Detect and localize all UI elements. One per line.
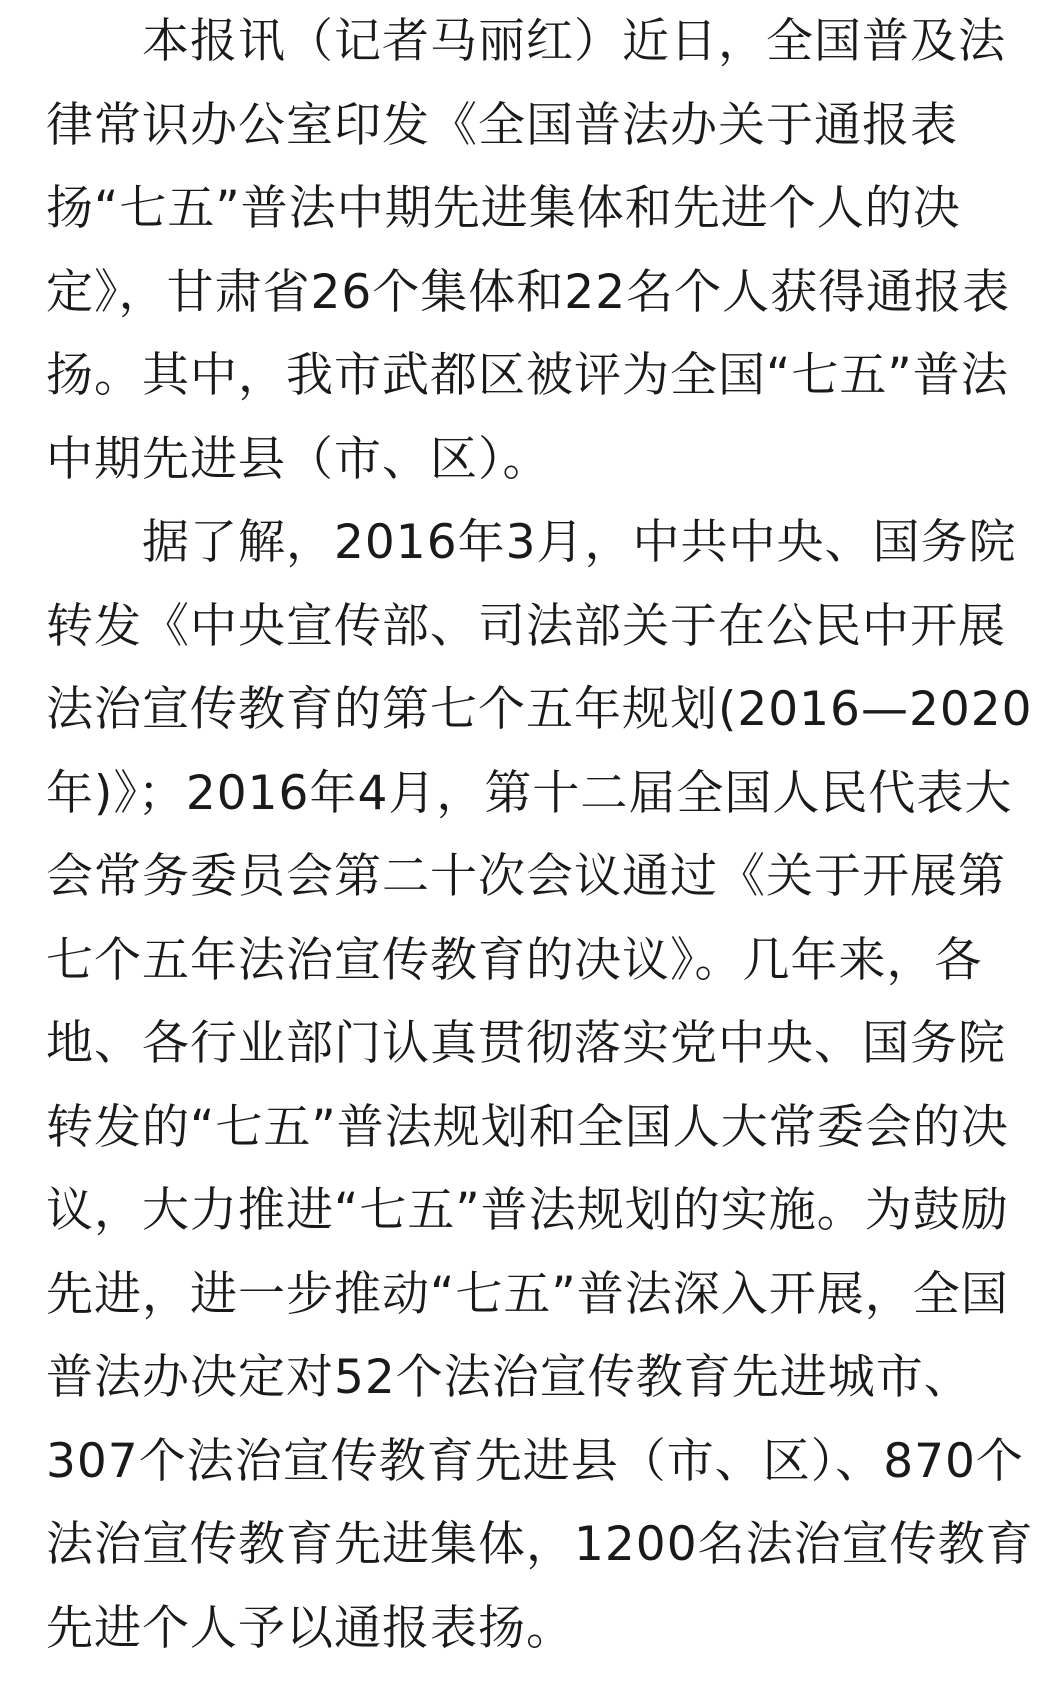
text-line: 会常务委员会第二十次会议通过《关于开展第 xyxy=(46,849,1006,904)
text-line: 议，大力推进“七五”普法规划的实施。为鼓励 xyxy=(46,1183,1009,1238)
text-line: 转发《中央宣传部、司法部关于在公民中开展 xyxy=(46,598,1006,654)
paragraph-2 xyxy=(46,501,1034,1670)
text-line: 普法办决定对52个法治宣传教育先进城市、 xyxy=(46,1350,972,1405)
text-line: 定》，甘肃省26个集体和22名个人获得通报表 xyxy=(46,264,1011,320)
text-line: 先进，进一步推动“七五”普法深入开展，全国 xyxy=(46,1266,1009,1322)
text-line: 法治宣传教育先进集体，1200名法治宣传教育 xyxy=(46,1517,1034,1572)
text-line: 转发的“七五”普法规划和全国人大常委会的决 xyxy=(46,1099,1009,1155)
text-line: 律常识办公室印发《全国普法办关于通报表 xyxy=(46,97,958,153)
text-line: 中期先进县（市、区）。 xyxy=(46,431,551,487)
text-line: 本报讯（记者马丽红）近日，全国普及法 xyxy=(142,14,1006,69)
text-line: 地、各行业部门认真贯彻落实党中央、国务院 xyxy=(46,1016,1006,1071)
text-line: 七个五年法治宣传教育的决议》。几年来，各 xyxy=(46,932,983,988)
paragraph-1 xyxy=(46,0,1021,501)
text-line: 据了解，2016年3月，中共中央、国务院 xyxy=(142,515,1017,570)
text-line: 扬“七五”普法中期先进集体和先进个人的决 xyxy=(46,181,961,236)
text-line: 扬。其中，我市武都区被评为全国“七五”普法 xyxy=(46,348,1009,403)
article-body xyxy=(46,0,1034,1670)
text-line: 年)》；2016年4月，第十二届全国人民代表大 xyxy=(46,765,1013,821)
text-line: 法治宣传教育的第七个五年规划(2016—2020 xyxy=(46,682,1033,737)
text-line: 先进个人予以通报表扬。 xyxy=(46,1600,574,1656)
text-line: 307个法治宣传教育先进县（市、区）、870个 xyxy=(46,1433,1024,1489)
